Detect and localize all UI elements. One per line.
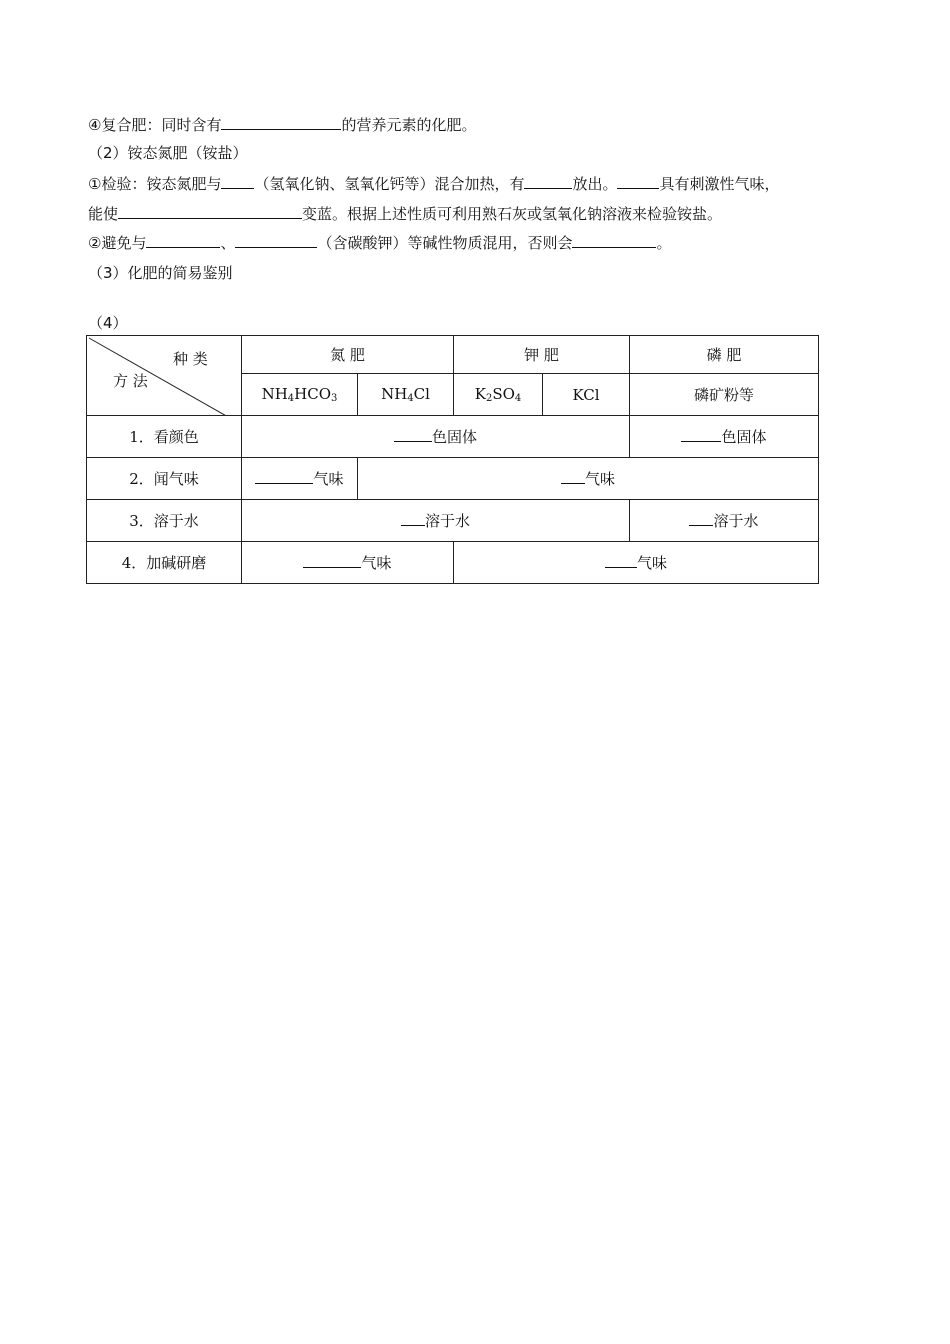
- cell-color-p: 色固体: [630, 416, 819, 458]
- fill-blank[interactable]: [605, 552, 637, 568]
- fill-blank[interactable]: [255, 468, 313, 484]
- table-row: [87, 416, 819, 458]
- header-potassium: 钾 肥: [454, 336, 630, 374]
- cell-smell-nh4hco3: 气味: [242, 458, 358, 500]
- cell-dissolve-n-k: 溶于水: [242, 500, 630, 542]
- header-phosphorus: 磷 肥: [630, 336, 819, 374]
- fill-blank[interactable]: [572, 232, 656, 248]
- cell-grind-k-p: 气味: [454, 542, 819, 584]
- corner-header-cell: [87, 336, 242, 416]
- section-label-4: （4）: [88, 314, 128, 332]
- section-heading-identification: （3）化肥的简易鉴别: [88, 264, 233, 282]
- table-row: [87, 500, 819, 542]
- paragraph-avoid: ②避免与 、 （含碳酸钾）等碱性物质混用，否则会 。: [88, 234, 672, 252]
- fill-blank[interactable]: [689, 510, 713, 526]
- fill-blank[interactable]: [394, 426, 432, 442]
- cell-dissolve-p: 溶于水: [630, 500, 819, 542]
- fill-blank[interactable]: [524, 173, 572, 189]
- cell-color-n-k: 色固体: [242, 416, 630, 458]
- corner-label-method: 方 法: [113, 372, 148, 390]
- fill-blank[interactable]: [401, 510, 425, 526]
- fill-blank[interactable]: [221, 173, 254, 189]
- section-heading-ammonium: （2）铵态氮肥（铵盐）: [88, 144, 248, 162]
- fill-blank[interactable]: [235, 232, 317, 248]
- subheader-kcl: KCl: [543, 374, 630, 416]
- method-color: 1．看颜色: [87, 416, 242, 458]
- fill-blank[interactable]: [118, 203, 302, 219]
- table-row: [87, 542, 819, 584]
- fill-blank[interactable]: [303, 552, 361, 568]
- fill-blank[interactable]: [146, 232, 220, 248]
- cell-smell-others: 气味: [358, 458, 819, 500]
- fertilizer-identification-table: [86, 335, 819, 584]
- subheader-nh4cl: $NH_4Cl$: [358, 374, 454, 416]
- subheader-phosphate-rock: 磷矿粉等: [630, 374, 819, 416]
- method-smell: 2．闻气味: [87, 458, 242, 500]
- fill-blank[interactable]: [617, 173, 659, 189]
- header-nitrogen: 氮 肥: [242, 336, 454, 374]
- fill-blank[interactable]: [221, 114, 341, 130]
- cell-grind-n: 气味: [242, 542, 454, 584]
- paragraph-test-continued: 能使 变蓝。根据上述性质可利用熟石灰或氢氧化钠溶液来检验铵盐。: [88, 205, 723, 223]
- subheader-k2so4: $K_2SO_4$: [454, 374, 543, 416]
- fill-blank[interactable]: [681, 426, 721, 442]
- corner-label-type: 种 类: [173, 350, 208, 368]
- method-grind-alkali: 4．加碱研磨: [87, 542, 242, 584]
- paragraph-compound-fertilizer: ④复合肥：同时含有 的营养元素的化肥。: [88, 116, 477, 134]
- table-row: [87, 458, 819, 500]
- fill-blank[interactable]: [561, 468, 585, 484]
- subheader-nh4hco3: $NH_4HCO_3$: [242, 374, 358, 416]
- paragraph-test: ①检验：铵态氮肥与 （氢氧化钠、氢氧化钙等）混合加热，有 放出。 具有刺激性气味，: [88, 175, 780, 193]
- diagonal-line: [87, 336, 242, 416]
- method-dissolve: 3．溶于水: [87, 500, 242, 542]
